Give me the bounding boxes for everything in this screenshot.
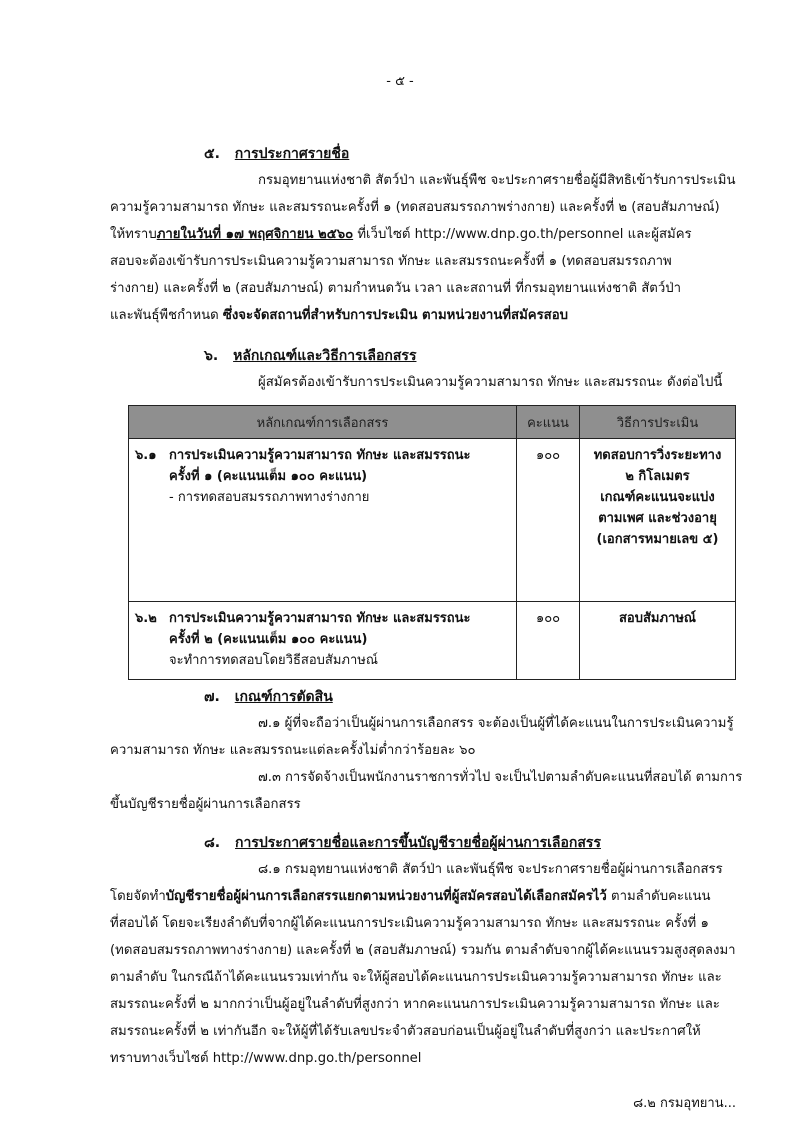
method-line: ทดสอบการวิ่งระยะทาง	[593, 448, 722, 463]
method-line: (เอกสารหมายเลข ๕)	[596, 532, 719, 547]
item-title-1: การประเมินความรู้ความสามารถ ทักษะ และสมรรถนะ	[169, 611, 471, 626]
criteria-table	[128, 405, 736, 680]
continuation-note: ๘.๒ กรมอุทยาน...	[633, 1096, 736, 1111]
criteria-cell	[129, 602, 517, 680]
item-title-2: ครั้งที่ ๒ (คะแนนเต็ม ๑๐๐ คะแนน)	[169, 632, 368, 647]
criteria-table-header	[129, 406, 736, 439]
s7-line-4: ขึ้นบัญชีรายชื่อผู้ผ่านการเลือกสรร	[110, 797, 301, 812]
method-line: ตามเพศ และช่วงอายุ	[598, 511, 717, 526]
s8-line-8: ทราบทางเว็บไซต์ http://www.dnp.go.th/personnel	[110, 1051, 422, 1066]
s7-line-2: ความสามารถ ทักษะ และสมรรถนะแต่ละครั้งไม่ต่ำกว่าร้อยละ ๖๐	[110, 743, 476, 758]
method-line: สอบสัมภาษณ์	[619, 611, 696, 626]
item-title-2: ครั้งที่ ๑ (คะแนนเต็ม ๑๐๐ คะแนน)	[169, 469, 368, 484]
s5-line-6b: ซึ่งจะจัดสถานที่สำหรับการประเมิน ตามหน่วยงานที่สมัครสอบ	[222, 308, 569, 323]
s5-line-2: ความรู้ความสามารถ ทักษะ และสมรรถนะครั้งที่ ๑ (ทดสอบสมรรถภาพร่างกาย) และครั้งที่ ๒ (สอบสัมภาษณ์)	[110, 200, 720, 215]
s8-line-4: (ทดสอบสมรรถภาพทางร่างกาย) และครั้งที่ ๒ (สอบสัมภาษณ์) รวมกัน ตามลำดับจากผู้ได้คะแนนรวมสูงสุดลงมา	[110, 943, 736, 958]
s8-line-6: สมรรถนะครั้งที่ ๒ มากกว่าเป็นผู้อยู่ในลำดับที่สูงกว่า หากคะแนนการประเมินความรู้ความสามารถ ทักษะ และ	[110, 997, 720, 1012]
criteria-cell	[129, 439, 517, 602]
s8-line-2a: โดยจัดทำ	[110, 889, 166, 904]
table-row	[129, 602, 736, 680]
s5-line-3a: ให้ทราบ	[110, 227, 157, 242]
s5-line-5: ร่างกาย) และครั้งที่ ๒ (สอบสัมภาษณ์) ตามกำหนดวัน เวลา และสถานที่ ที่กรมอุทยานแห่งชาติ สัตว์ป่า	[110, 281, 682, 296]
s5-line-1: กรมอุทยานแห่งชาติ สัตว์ป่า และพันธุ์พืช จะประกาศรายชื่อผู้มีสิทธิเข้ารับการประเมิน	[258, 173, 736, 188]
s5-line-4: สอบจะต้องเข้ารับการประเมินความรู้ความสามารถ ทักษะ และสมรรถนะครั้งที่ ๑ (ทดสอบสมรรถภาพ	[110, 254, 672, 269]
s5-line-6a: และพันธุ์พืชกำหนด	[110, 308, 223, 323]
section-6-heading	[204, 345, 416, 367]
header-method: วิธีการประเมิน	[580, 406, 736, 439]
score-cell: ๑๐๐	[517, 602, 580, 680]
section-8-title: การประกาศรายชื่อและการขึ้นบัญชีรายชื่อผู้ผ่านการเลือกสรร	[235, 835, 601, 851]
section-5-number: ๕.	[204, 146, 220, 162]
s8-line-1: ๘.๑ กรมอุทยานแห่งชาติ สัตว์ป่า และพันธุ์พืช จะประกาศรายชื่อผู้ผ่านการเลือกสรร	[258, 862, 723, 877]
s5-line-6	[110, 306, 568, 326]
item-title-1: การประเมินความรู้ความสามารถ ทักษะ และสมรรถนะ	[169, 448, 471, 463]
header-score: คะแนน	[517, 406, 580, 439]
s6-intro: ผู้สมัครต้องเข้ารับการประเมินความรู้ความสามารถ ทักษะ และสมรรถนะ ดังต่อไปนี้	[258, 375, 723, 390]
s5-deadline: ภายในวันที่ ๑๗ พฤศจิกายน ๒๕๖๐	[156, 227, 354, 242]
method-cell	[580, 439, 736, 602]
table-row	[129, 439, 736, 602]
score-cell: ๑๐๐	[517, 439, 580, 602]
section-5-heading	[204, 143, 349, 165]
method-line: ๒ กิโลเมตร	[625, 469, 690, 484]
section-6-number: ๖.	[204, 348, 219, 364]
s8-line-2	[110, 887, 711, 907]
section-7-title: เกณฑ์การตัดสิน	[234, 689, 333, 705]
s7-line-3: ๗.๓ การจัดจ้างเป็นพนักงานราชการทั่วไป จะเป็นไปตามลำดับคะแนนที่สอบได้ ตามการ	[258, 770, 743, 785]
s7-line-1: ๗.๑ ผู้ที่จะถือว่าเป็นผู้ผ่านการเลือกสรร จะต้องเป็นผู้ที่ได้คะแนนในการประเมินความรู้	[258, 716, 734, 731]
section-8-number: ๘.	[204, 835, 221, 851]
s8-line-7: สมรรถนะครั้งที่ ๒ เท่ากันอีก จะให้ผู้ที่ได้รับเลขประจำตัวสอบก่อนเป็นผู้อยู่ในลำดับที่สูงกว่า และประกาศให้	[110, 1024, 701, 1039]
page-number: - ๕ -	[386, 74, 414, 89]
item-sub: - การทดสอบสมรรถภาพทางร่างกาย	[169, 490, 370, 505]
s5-line-3c: ที่เว็บไซต์ http://www.dnp.go.th/personnel และผู้สมัคร	[353, 227, 692, 242]
s8-line-2b: บัญชีรายชื่อผู้ผ่านการเลือกสรรแยกตามหน่วยงานที่ผู้สมัครสอบได้เลือกสมัครไว้	[165, 889, 607, 904]
s8-line-5: ตามลำดับ ในกรณีถ้าได้คะแนนรวมเท่ากัน จะให้ผู้สอบได้คะแนนการประเมินความรู้ความสามารถ ทักษะ และ	[110, 970, 722, 985]
s8-line-3: ที่สอบได้ โดยจะเรียงลำดับที่จากผู้ได้คะแนนการประเมินความรู้ความสามารถ ทักษะ และสมรรถนะ ครั้งที่ ๑	[110, 916, 709, 931]
method-line: เกณฑ์คะแนนจะแบ่ง	[600, 490, 715, 505]
item-number: ๖.๒	[135, 611, 157, 626]
item-number: ๖.๑	[135, 448, 157, 463]
method-cell	[580, 602, 736, 680]
item-sub: จะทำการทดสอบโดยวิธีสอบสัมภาษณ์	[169, 653, 378, 668]
section-6-title: หลักเกณฑ์และวิธีการเลือกสรร	[233, 348, 417, 364]
s5-line-3	[110, 225, 692, 245]
section-7-heading	[204, 686, 333, 708]
section-7-number: ๗.	[204, 689, 220, 705]
s8-line-2c: ตามลำดับคะแนน	[606, 889, 711, 904]
section-8-heading	[204, 832, 601, 854]
section-5-title: การประกาศรายชื่อ	[234, 146, 350, 162]
header-criteria: หลักเกณฑ์การเลือกสรร	[129, 406, 517, 439]
